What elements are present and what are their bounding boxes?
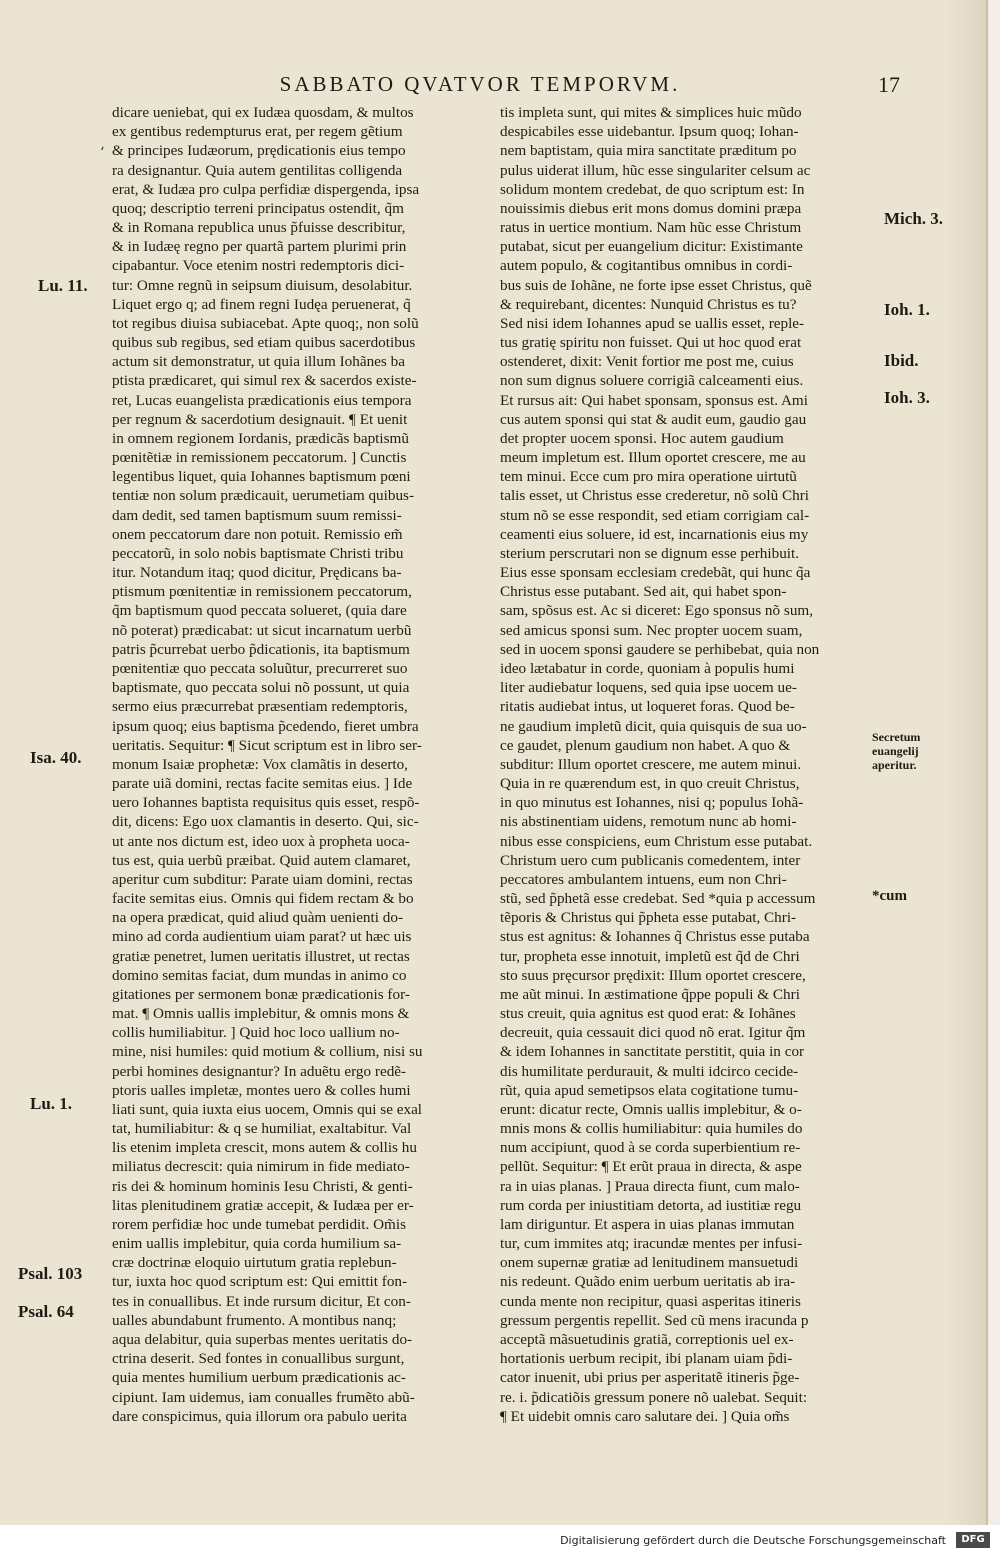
right-column-line: autem populo, & cogitantibus omnibus in cordi- [500,257,793,275]
left-column-line: dit, dicens: Ego uox clamantis in deserto. Qui, sic- [112,813,419,831]
left-column-line: ut ante nos dictum est, ideo uox à propheta uoca- [112,832,410,850]
right-column-line: sed amicus sponsi sum. Nec propter uocem suam, [500,621,803,639]
right-column-line: sterium perscrutari non se dignum esse perhibuit. [500,544,800,562]
right-column-line: sto suus pręcursor prędixit: Illum oportet crescere, [500,966,806,984]
left-column-line: dicare ueniebat, qui ex Iudæa quosdam, & multos [112,104,414,121]
right-column-line: erunt: dicatur recte, Omnis uallis implebitur, & o- [500,1100,802,1118]
margin-note-luke-11: Lu. 11. [38,276,88,295]
right-column-line: sam, spõsus est. Ac si diceret: Ego sponsus nõ sum, [500,602,814,620]
right-column-line: stum nõ se esse respondit, sed etiam corrigiam cal- [500,506,810,524]
left-column-line: aqua delabitur, quia superbas mentes ueritatis do- [112,1331,413,1348]
right-column-line: liter audiebatur loquens, sed quia ipse uocem ue- [500,679,797,697]
right-column-line: peccatores ambulantem intuens, eum non Chri- [500,870,787,888]
right-column-line: subditur: Illum oportet crescere, me autem minui. [500,755,802,773]
left-column-line: peccatorũ, in solo nobis baptismate Christi tribu [112,544,404,562]
left-column-line: & principes Iudæorum, prędicationis eius tempo [112,142,406,160]
left-column-line: & in Iudæę regno per quartã partem plurimi prin [112,238,407,256]
left-column-line: tur, iuxta hoc quod scriptum est: Qui emittit fon- [112,1273,408,1291]
margin-note-ibid: Ibid. [884,351,919,370]
right-text-column [500,103,876,1426]
right-column-line: Christus esse putabant. Sed ait, qui habet spon- [500,583,787,601]
left-column-line: ret, Lucas euangelista prædicationis eius tempora [112,391,412,409]
left-column-line: patris p̃currebat uerbo p̃dicationis, ita baptismum [112,640,410,658]
margin-note-isaiah-40: Isa. 40. [30,748,82,767]
right-column-line: stũ, sed p̃phetã esse credebat. Sed *quia p accessum [500,890,816,908]
left-column-line: cræ doctrinæ eloquio uirtutum gratia replebun- [112,1254,397,1272]
right-column-line: gressum pergentis repellit. Sed cũ mens iracunda p [500,1311,809,1329]
margin-note-euangelij: euangelij [872,744,919,758]
left-column-line: collis humiliabitur. ] Quid hoc loco uallium no- [112,1024,400,1042]
right-column-line: tus gratię spiritu non fuisset. Qui ut hoc quod erat [500,334,802,352]
left-column-line: ueritatis. Sequitur: ¶ Sicut scriptum est in libro ser- [112,736,422,754]
right-column-line: sed in uocem sponsi gaudere se perhibebat, quia non [500,640,820,658]
left-column-line: tentiæ non solum prædicauit, uerumetiam quibus- [112,487,415,505]
left-column-line: tus est, quia uerbũ præibat. Quid autem clamaret, [112,851,411,869]
right-column-line: det propter uocem sponsi. Hoc autem gaudium [500,429,784,447]
right-column-line: non sum dignus soluere corrigiã calceamenti eius. [500,372,804,390]
right-column-line: cunda mente non recipitur, quasi asperitas itineris [500,1292,801,1310]
left-column-line: mino ad corda audientium uiam parat? ut hæc uis [112,928,412,946]
left-column-line: legentibus liquet, quia Iohannes baptismum pœni [112,468,411,486]
left-column-line: cipabantur. Voce etenim nostri redemptoris dici- [112,257,405,275]
margin-note-john-1: Ioh. 1. [884,300,930,319]
left-column-line: facite semitas eius. Omnis qui fidem rectam & bo [112,890,414,908]
left-column-line: lis etenim impleta crescit, mons autem & collis hu [112,1139,417,1157]
right-column-line: ostenderet, dixit: Venit fortior me post me, cuius [500,353,794,371]
left-column-line: parate uiã domini, rectas facite semitas eius. ] Ide [112,775,413,793]
right-column-line: me aũt minui. In æstimatione q̃ppe populi & Chri [500,985,800,1003]
right-column-line: tem minui. Ecce cum pro mira operatione uirtutũ [500,468,797,486]
right-column-line: acceptã mãsuetudinis gratiã, correptionis uel ex- [500,1331,794,1348]
left-column-line: monum Isaiæ prophetæ: Vox clamãtis in deserto, [112,755,408,773]
right-column-line: stus creuit, quia agnitus est quod erat: & Iohãnes [500,1005,796,1023]
margin-note-secretum: Secretum [872,730,921,744]
left-column-line: tes in conuallibus. Et inde rursum dicitur, Et con- [112,1292,411,1310]
left-column-line: na opera prædicat, quid aliud quàm uenienti do- [112,909,404,927]
left-text-column [112,103,490,1426]
right-column-line: tis impleta sunt, qui mites & simplices huic mũdo [500,104,802,121]
right-column-line: Eius esse sponsam ecclesiam credebãt, qui hunc q̃a [500,564,811,582]
right-column-line: ritatis audiebat intus, ut loqueret foras. Quod be- [500,698,795,716]
left-column-line: litas plenitudinem gratiæ accepit, & Iudæa per er- [112,1196,414,1214]
left-column-line: perbi homines designantur? In aduẽtu ergo redẽ- [112,1062,407,1080]
right-column-line: ra in uias planas. ] Praua directa fiunt, cum malo- [500,1177,800,1195]
right-column-line: tẽporis & Christus qui p̃pheta esse putabat, Chri- [500,909,797,927]
right-column-line: meum impletum est. Illum oportet crescere, me au [500,449,806,467]
left-column-line: domino semitas faciat, dum mundas in animo co [112,966,407,984]
left-column-line: pœnitentiæ quo peccata soluũtur, precurreret suo [112,659,408,677]
right-column-line: Christum uero cum publicanis comedentem, inter [500,851,801,869]
left-column-line: ualles abundabunt frumento. A montibus nanq; [112,1311,397,1329]
left-column-line: nõ poterat) prædicabat: ut sicut incarnatum uerbũ [112,621,412,639]
left-column-line: ex gentibus redempturus erat, per regem gẽtium [112,123,403,141]
left-column-line: dam dedit, sed tamen baptismum suum remissi- [112,506,402,524]
right-column-line: & requirebant, dicentes: Nunquid Christus es tu? [500,295,797,313]
margin-note-luke-1: Lu. 1. [30,1094,73,1113]
left-column-line: & in Romana republica unus p̃fuisse describitur, [112,219,406,237]
left-column-line: Liquet ergo q; ad finem regni Iudęa peruenerat, q̃ [112,295,411,313]
left-column-line: ptista prædicaret, qui simul rex & sacerdos existe- [112,372,417,390]
right-column-line: solidum montem credebat, de quo scriptum est: In [500,180,805,198]
folio-number: 17 [878,72,900,97]
left-column-line: ptoris ualles impletæ, montes uero & colles humi [112,1081,411,1099]
right-column-line: decreuit, quia cessauit dici quod nõ erat. Igitur q̃m [500,1024,806,1042]
right-column-line: ceamenti eius soluere, id est, incarnationis eius my [500,525,809,543]
left-column-line: miliatus decrescit: quia nimirum in fide mediato- [112,1158,410,1176]
right-column-line: ne gaudium impletũ dicit, quia quisquis de sua uo- [500,717,807,735]
right-column-line: num accipiunt, quod à se corda superbientium re- [500,1139,801,1157]
margin-note-psalm-64: Psal. 64 [18,1302,74,1321]
margin-note-psalm-103: Psal. 103 [18,1264,83,1283]
right-column-line: putabat, sicut per euangelium dicitur: Existimante [500,238,803,256]
left-column-line: tot regibus diuisa subiacebat. Apte quoq;, non solũ [112,314,419,332]
left-column-line: sermo eius præcurrebat præsentiam redemptoris, [112,698,408,716]
right-column-line: nibus esse conspiciens, eum Christum esse putabat. [500,832,813,850]
right-column-line: nem baptistam, quia mira sanctitate præditum po [500,142,797,160]
margin-note-micah-3: Mich. 3. [884,209,944,228]
right-column-line: ¶ Et uidebit omnis caro salutare dei. ] Quia om̃s [500,1407,790,1425]
left-column-line: cipiunt. Iam uidemus, iam conualles frumẽto abũ- [112,1388,415,1406]
left-column-line: ctrina deserit. Sed fontes in conuallibus surgunt, [112,1350,405,1368]
left-column-line: uero Iohannes baptista requisitus quis esset, respõ- [112,794,420,812]
left-column-line: tur: Omne regnũ in seipsum diuisum, desolabitur. [112,276,413,294]
margin-note-cum: *cum [872,888,907,904]
right-column-line: nis redeunt. Quãdo enim uerbum ueritatis ab ira- [500,1273,796,1291]
left-column-line: enim uallis implebitur, quia corda humilium sa- [112,1235,402,1253]
right-column-line: in quo minutus est Iohannes, nisi q; populus Iohã- [500,794,804,812]
left-column-line: ris dei & hominum hominis Iesu Christi, & genti- [112,1177,413,1195]
left-column-line: quibus sub regibus, sed etiam quibus sacerdotibus [112,334,416,352]
right-column-line: Quia in re quærendum est, in quo creuit Christus, [500,775,800,793]
funding-credit: Digitalisierung gefördert durch die Deutsche Forschungsgemeinschaft [560,1534,946,1547]
annotation-mark: ‘ [100,145,105,161]
right-column-line: rũt, quia apud semetipsos elata cogitatione tumu- [500,1081,799,1099]
left-column-line: dare conspicimus, quia illorum ora pabulo uerita [112,1407,407,1425]
right-column-line: ideo lætabatur in corde, quoniam à populis humi [500,659,795,677]
right-column-line: lam diriguntur. Et aspera in uias planas immutan [500,1215,795,1233]
right-column-line: pulus uiderat illum, hũc esse singulariter celsum ac [500,161,811,179]
left-column-line: actum sit demonstratur, ut quia illum Iohãnes ba [112,353,405,371]
right-column-line: tur, cum immites atq; iracundæ mentes per infusi- [500,1235,803,1253]
left-column-line: ra designantur. Quia autem gentilitas colligenda [112,161,403,179]
dfg-logo: DFG [956,1532,990,1548]
right-column-line: ce gaudet, plenum gaudium non habet. A quo & [500,736,791,754]
left-column-line: tat, humiliabitur: & q se humiliat, exaltabitur. Val [112,1120,412,1138]
right-column-line: re. i. p̃dicatiõis gressum ponere nõ ualebat. Sequit: [500,1388,808,1406]
left-column-line: q̃m baptismum quod peccata solueret, (quia dare [112,602,407,620]
right-column-line: cator inuenit, ubi prius per asperitatẽ itineris p̃ge- [500,1369,800,1387]
right-column-line: mnis mons & collis humiliabitur: quia humiles do [500,1120,803,1138]
margin-note-john-3: Ioh. 3. [884,388,930,407]
left-column-line: liati sunt, quia iuxta eius uocem, Omnis qui se exal [112,1100,423,1118]
left-column-line: itur. Notandum itaq; quod dicitur, Prędicans ba- [112,564,402,582]
right-column-line: dis humilitate perdurauit, & multi idcirco cecide- [500,1062,799,1080]
right-column-line: hortationis uerbum recipit, ibi planam uiam p̃di- [500,1350,793,1368]
left-column-line: pœnitẽtiæ in remissionem peccatorum. ] Cunctis [112,449,407,467]
left-column-line: baptismate, quo peccata solui nõ possunt, ut quia [112,679,410,697]
right-column-line: talis esset, ut Christus esse crederetur, nõ solũ Chri [500,487,809,505]
left-column-line: mine, nisi humiles: quid motium & collium, nisi su [112,1043,423,1061]
left-column-line: quia mentes humilium uerbum prædicationis ac- [112,1369,406,1387]
right-column-line: pellũt. Sequitur: ¶ Et erũt praua in directa, & aspe [500,1158,802,1176]
left-column-line: per regnum & sacerdotium designauit. ¶ Et uenit [112,410,408,428]
right-column-line: despicabiles esse uidebantur. Ipsum quoq; Iohan- [500,123,799,141]
right-column-line: nis abstinentiam uidens, remotum nunc ab homi- [500,813,797,831]
left-column-line: in omnem regionem Iordanis, prædicãs baptismũ [112,429,409,447]
left-column-line: aperitur cum subditur: Parate uiam domini, rectas [112,870,413,888]
left-column-line: erat, & Iudæa pro culpa perfidiæ dispergenda, ipsa [112,180,420,198]
left-column-line: ipsum quoq; eius baptisma p̃cedendo, fieret umbra [112,717,419,735]
left-column-line: gratiæ penetret, lumen ueritatis illustret, ut rectas [112,947,410,965]
right-column-line: bus suis de Iohãne, ne forte ipse esset Christus, quẽ [500,276,812,294]
right-column-line: nouissimis diebus erit mons domus domini præpa [500,199,802,217]
footer-bar [0,1525,1000,1556]
margin-note-aperitur: aperitur. [872,758,917,772]
right-column-line: ratus in uertice montium. Nam hũc esse Christum [500,219,802,237]
right-column-line: stus est agnitus: & Iohannes q̃ Christus esse putaba [500,928,810,946]
left-column-line: quoq; descriptio terreni principatus ostendit, q̃m [112,199,404,217]
running-title: SABBATO QVATVOR TEMPORVM. [279,72,681,96]
right-column-line: & idem Iohannes in sanctitate perstitit, quia in cor [500,1043,805,1061]
right-column-line: Et rursus ait: Qui habet sponsam, sponsus est. Ami [500,391,808,409]
left-column-line: onem peccatorum dare non potuit. Remissio em̃ [112,525,403,543]
left-column-line: ptismum pœnitentiæ in remissionem peccatorum, [112,583,412,601]
left-column-line: gitationes per sermonem bonæ prædicationis for- [112,985,410,1003]
left-column-line: mat. ¶ Omnis uallis implebitur, & omnis mons & [112,1005,410,1023]
right-column-line: rum corda per iniustitiam detorta, ad iustitiæ regu [500,1196,802,1214]
right-column-line: Sed nisi idem Iohannes apud se uallis esset, reple- [500,314,805,332]
right-column-line: cus autem sponsi qui stat & audit eum, gaudio gau [500,410,807,428]
left-column-line: rorem perfidiæ hoc unde tumebat perdidit. Om̃is [112,1215,406,1233]
right-column-line: tur, propheta esse innotuit, impletũ est q̃d de Chri [500,947,800,965]
right-column-line: onem supernæ gratiæ ad lenitudinem mansuetudi [500,1254,799,1272]
